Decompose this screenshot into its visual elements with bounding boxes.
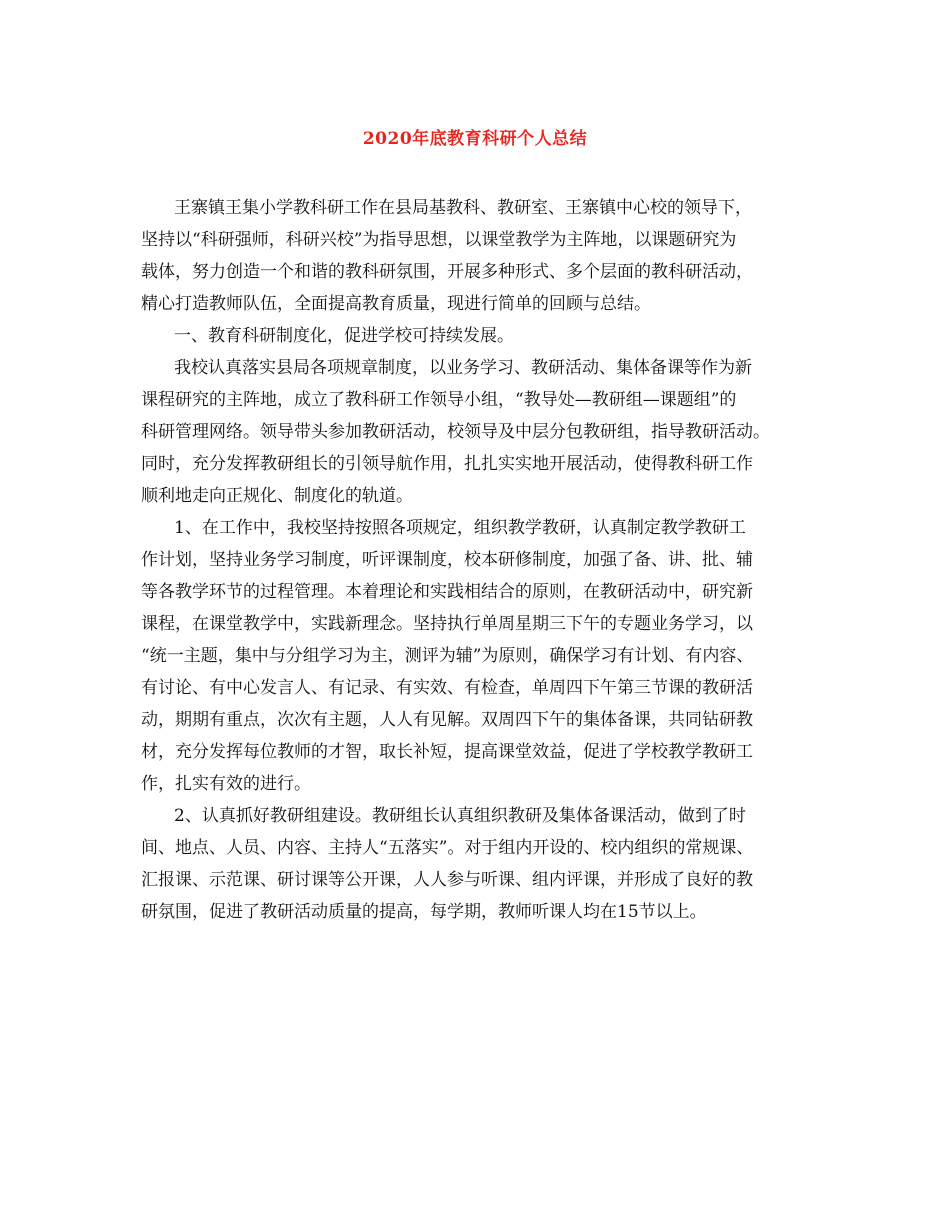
text-line: “统一主题，集中与分组学习为主，测评为辅”为原则，确保学习有计划、有内容、	[141, 646, 754, 666]
text-line: 顺利地走向正规化、制度化的轨道。	[141, 486, 413, 506]
text-line: 王寨镇王集小学教科研工作在县局基教科、教研室、王寨镇中心校的领导下，	[174, 198, 752, 218]
text-line: 1、在工作中，我校坚持按照各项规定，组织教学教研，认真制定教学教研工	[174, 518, 746, 538]
text-line: 我校认真落实县局各项规章制度，以业务学习、教研活动、集体备课等作为新	[174, 358, 752, 378]
document-title: 2020年底教育科研个人总结	[362, 129, 588, 149]
text-line: 同时，充分发挥教研组长的引领导航作用，扎扎实实地开展活动，使得教科研工作	[141, 454, 753, 474]
text-line: 坚持以“科研强师，科研兴校”为指导思想，以课堂教学为主阵地，以课题研究为	[141, 230, 737, 250]
text-line: 课程研究的主阵地，成立了教科研工作领导小组，“教导处—教研组—课题组”的	[141, 390, 737, 410]
text-line: 有讨论、有中心发言人、有记录、有实效、有检查，单周四下午第三节课的教研活	[141, 678, 753, 698]
text-line: 载体，努力创造一个和谐的教科研氛围，开展多种形式、多个层面的教科研活动，	[141, 262, 753, 282]
text-line: 研氛围，促进了教研活动质量的提高，每学期，教师听课人均在15节以上。	[141, 902, 707, 922]
text-line: 间、地点、人员、内容、主持人“五落实”。对于组内开设的、校内组织的常规课、	[141, 838, 754, 858]
section-heading: 一、教育科研制度化，促进学校可持续发展。	[174, 326, 514, 346]
text-line: 课程，在课堂教学中，实践新理念。坚持执行单周星期三下午的专题业务学习，以	[141, 614, 753, 634]
text-line: 作计划，坚持业务学习制度，听评课制度，校本研修制度，加强了备、讲、批、辅	[141, 550, 753, 570]
text-line: 科研管理网络。领导带头参加教研活动，校领导及中层分包教研组，指导教研活动。	[141, 422, 770, 442]
text-line: 作，扎实有效的进行。	[141, 774, 311, 794]
text-line: 材，充分发挥每位教师的才智，取长补短，提高课堂效益，促进了学校教学教研工	[141, 742, 753, 762]
text-line: 动，期期有重点，次次有主题，人人有见解。双周四下午的集体备课，共同钻研教	[141, 710, 753, 730]
text-line: 精心打造教师队伍，全面提高教育质量，现进行简单的回顾与总结。	[141, 294, 651, 314]
text-line: 汇报课、示范课、研讨课等公开课，人人参与听课、组内评课，并形成了良好的教	[141, 870, 753, 890]
text-line: 等各教学环节的过程管理。本着理论和实践相结合的原则，在教研活动中，研究新	[141, 582, 753, 602]
text-line: 2、认真抓好教研组建设。教研组长认真组织教研及集体备课活动，做到了时	[174, 806, 746, 826]
